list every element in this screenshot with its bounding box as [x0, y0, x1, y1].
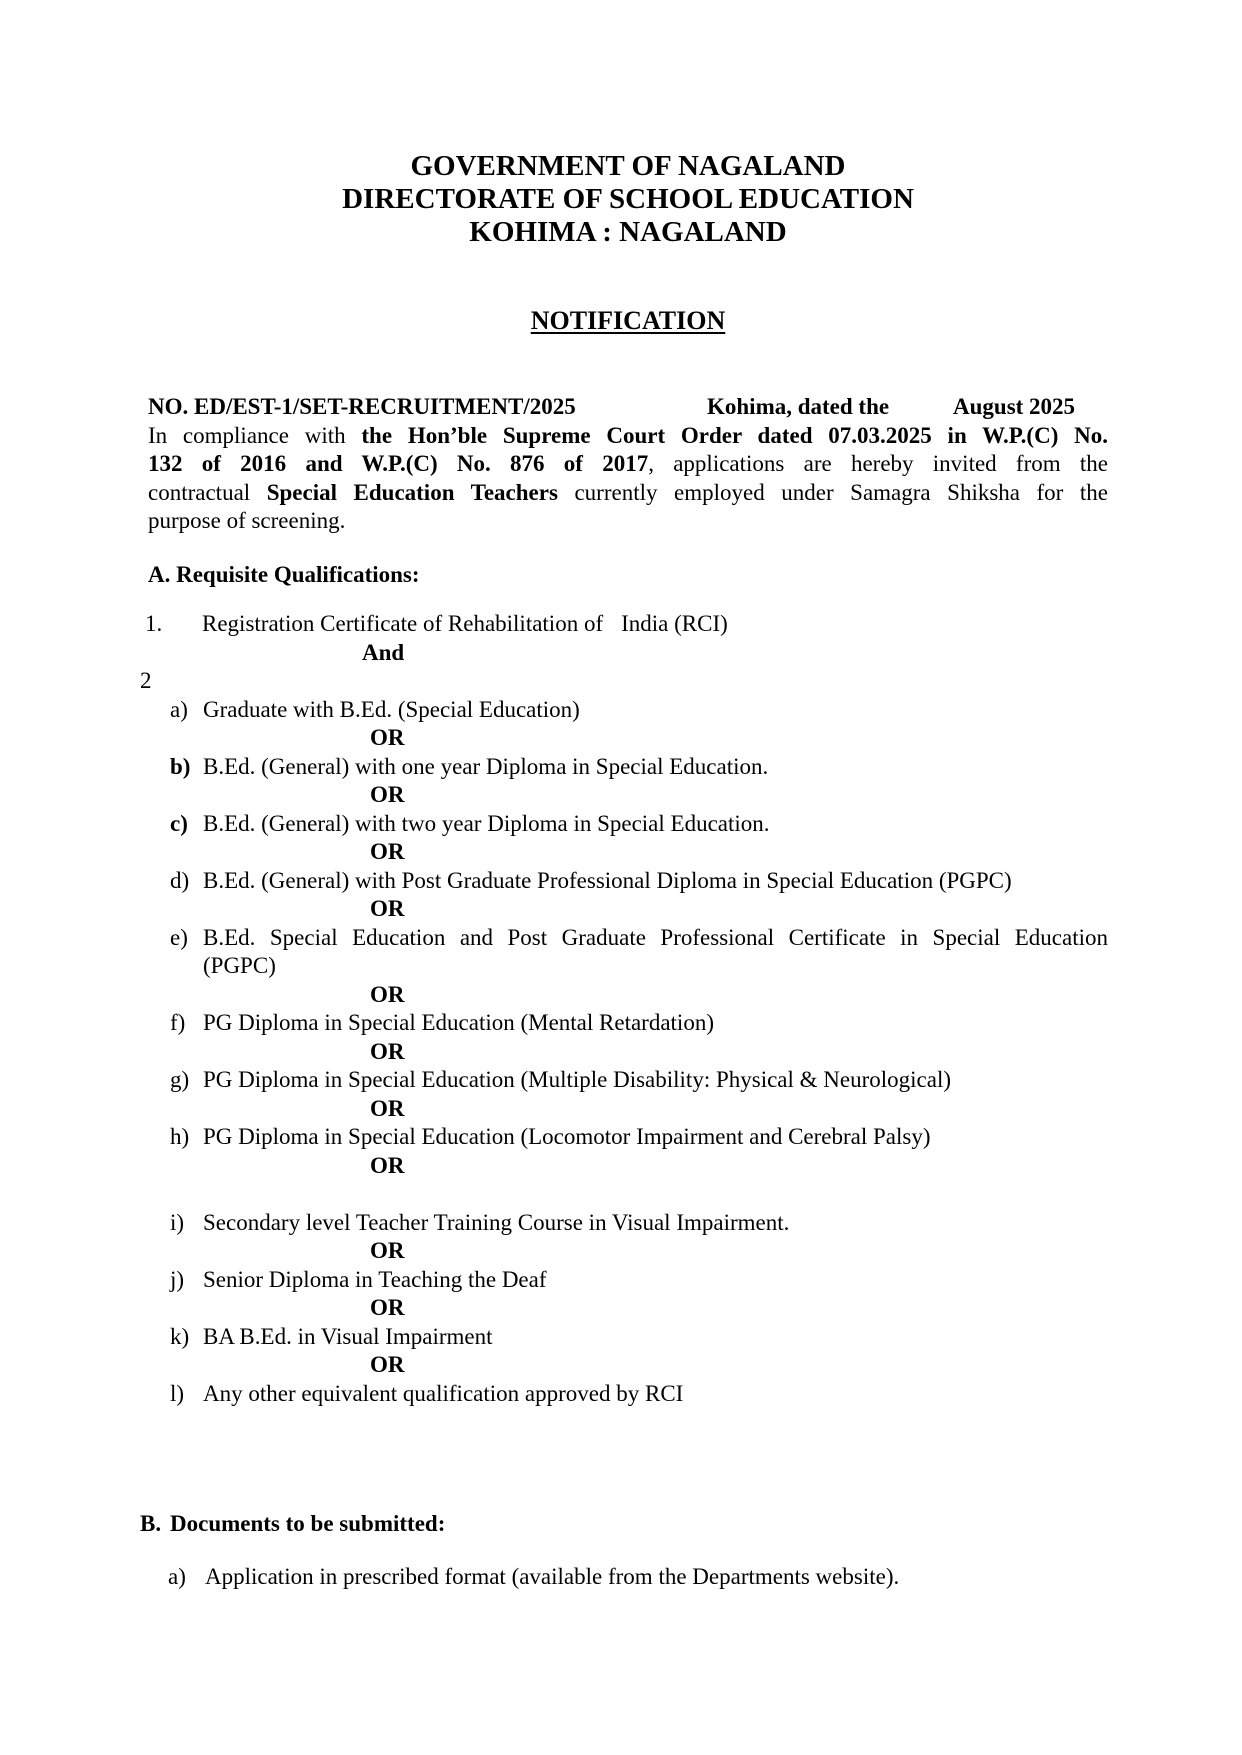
option-letter: l): [170, 1380, 185, 1406]
option-text-line: BA B.Ed. in Visual Impairment: [203, 1323, 493, 1349]
qualification-item-1: [145, 610, 1108, 639]
header-line-location: KOHIMA : NAGALAND: [469, 216, 787, 248]
or-separator: OR: [370, 782, 405, 807]
notification-heading-text: NOTIFICATION: [530, 306, 726, 335]
intro-line: [148, 422, 1108, 451]
section-b-heading-text: Documents to be submitted:: [170, 1511, 446, 1536]
reference-line: [148, 393, 1108, 422]
option-letter: a): [170, 696, 188, 722]
option-text-line: PG Diploma in Special Education (Mental Retardation): [203, 1010, 714, 1035]
qualification-option-j: [148, 1266, 1108, 1295]
or-separator: OR: [370, 725, 405, 750]
section-b-marker: B.: [140, 1511, 162, 1536]
option-text-line: Senior Diploma in Teaching the Deaf: [203, 1266, 547, 1292]
or-separator: OR: [370, 981, 405, 1007]
intro-paragraph: [148, 422, 1108, 536]
or-separator: OR: [370, 1095, 405, 1121]
option-letter: h): [170, 1124, 190, 1149]
intro-segment: currently employed under Samagra Shiksha for the: [557, 479, 1108, 505]
or-separator: OR: [370, 1352, 405, 1377]
option-text-line: Any other equivalent qualification approved by RCI: [203, 1380, 684, 1406]
option-text-line: PG Diploma in Special Education (Locomotor Impairment and Cerebral Palsy): [203, 1124, 931, 1149]
intro-segment: In compliance with: [148, 422, 362, 448]
qualification-option-f: [148, 1009, 1108, 1038]
intro-segment-bold: 132 of 2016 and W.P.(C) No. 876 of 2017: [148, 451, 649, 476]
qualification-item-2-marker: 2: [140, 668, 152, 693]
or-separator: OR: [370, 1295, 405, 1320]
option-text-line: B.Ed. (General) with two year Diploma in Special Education.: [203, 810, 770, 836]
option-text-line: Graduate with B.Ed. (Special Education): [203, 696, 580, 722]
qualification-option-c: [148, 810, 1108, 839]
qualification-option-i: [148, 1209, 1108, 1238]
qualification-option-d: [148, 867, 1108, 896]
document-item-a-text: Application in prescribed format (available from the Departments website).: [205, 1564, 900, 1589]
intro-segment-bold: the Hon’ble Supreme Court Order dated 07.03.2025 in W.P.(C) No.: [361, 422, 1108, 448]
option-text-line: B.Ed. (General) with Post Graduate Professional Diploma in Special Education (PGPC): [203, 867, 1012, 893]
option-letter: k): [170, 1323, 190, 1349]
header-line-government: GOVERNMENT OF NAGALAND: [410, 150, 846, 182]
or-separator: OR: [370, 1238, 405, 1263]
option-letter: e): [170, 924, 188, 950]
or-separator: OR: [370, 839, 405, 864]
option-letter: g): [170, 1067, 190, 1092]
qualification-option-b: [148, 753, 1108, 782]
intro-line: [148, 507, 1108, 536]
option-letter: b): [170, 753, 191, 779]
or-separator: OR: [370, 1038, 405, 1064]
intro-line: [148, 479, 1108, 508]
intro-segment: contractual: [148, 479, 267, 505]
blank-line: [148, 1180, 1108, 1209]
option-text-line: (PGPC): [203, 953, 276, 978]
intro-segment-bold: Special Education Teachers: [266, 479, 558, 505]
document-header: [148, 150, 1108, 249]
item-1-text-after-gap: India (RCI): [621, 611, 728, 636]
option-text-line: PG Diploma in Special Education (Multiple Disability: Physical & Neurological): [203, 1067, 952, 1092]
qualification-option-g: [148, 1066, 1108, 1095]
item-1-marker: 1.: [145, 611, 163, 636]
document-item-a: [148, 1563, 1108, 1592]
section-a-heading: A. Requisite Qualifications:: [148, 561, 420, 587]
qualification-option-l: [148, 1380, 1108, 1409]
document-item-a-marker: a): [168, 1564, 186, 1589]
or-separator: OR: [370, 1152, 405, 1178]
qualification-option-a: [148, 696, 1108, 725]
or-separator: OR: [370, 896, 405, 921]
option-letter: j): [170, 1266, 185, 1292]
item-1-text-before-gap: Registration Certificate of Rehabilitation of: [202, 611, 604, 636]
notification-heading: [148, 304, 1108, 337]
option-letter: d): [170, 867, 190, 893]
option-letter: i): [170, 1209, 185, 1235]
option-letter: f): [170, 1010, 186, 1035]
reference-date: August 2025: [953, 394, 1076, 419]
intro-line: [148, 450, 1108, 479]
and-separator: And: [362, 639, 405, 665]
section-b-heading: [140, 1510, 1108, 1539]
reference-place-date-label: Kohima, dated the: [707, 394, 890, 419]
header-line-directorate: DIRECTORATE OF SCHOOL EDUCATION: [342, 183, 914, 215]
qualification-option-h: [148, 1123, 1108, 1152]
intro-segment: , applications are hereby invited from the: [648, 451, 1108, 476]
option-text-line: B.Ed. Special Education and Post Graduate Professional Certificate in Special Education: [203, 924, 1108, 950]
intro-segment: purpose of screening.: [148, 508, 346, 533]
qualification-option-e: [148, 924, 1108, 981]
option-letter: c): [170, 810, 188, 836]
qualification-option-k: [148, 1323, 1108, 1352]
option-text-line: Secondary level Teacher Training Course in Visual Impairment.: [203, 1209, 790, 1235]
qualification-options-list: [148, 696, 1108, 1409]
option-text-line: B.Ed. (General) with one year Diploma in Special Education.: [203, 753, 769, 779]
reference-number: NO. ED/EST-1/SET-RECRUITMENT/2025: [148, 394, 576, 419]
